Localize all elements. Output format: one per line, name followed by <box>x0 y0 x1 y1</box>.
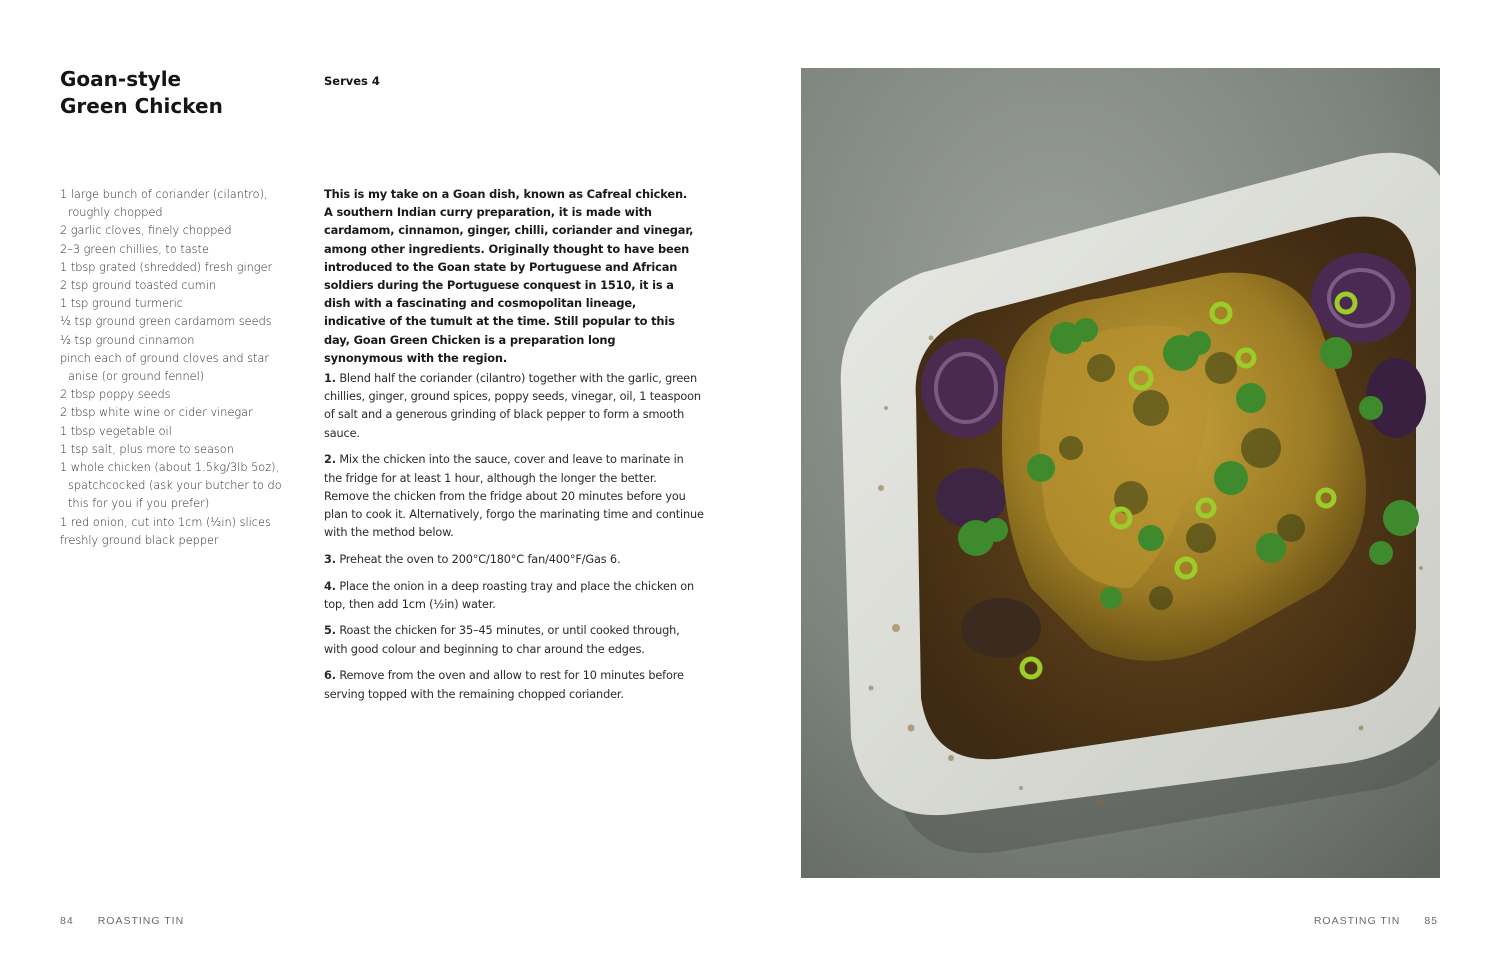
method-step <box>324 551 704 569</box>
right-running-head: ROASTING TIN <box>1313 915 1401 927</box>
roast-chicken-illustration <box>801 68 1440 878</box>
method-step <box>324 667 704 703</box>
step-text: Remove from the oven and allow to rest for 10 minutes before serving topped with the remaining chopped coriander. <box>324 669 684 701</box>
ingredient-item: 1 tsp ground turmeric <box>60 297 184 311</box>
method-steps <box>324 370 704 712</box>
left-page-number: 84 <box>60 915 74 927</box>
footer-right <box>1290 915 1438 927</box>
recipe-title-line-2: Green Chicken <box>60 94 223 118</box>
ingredient-item: 1 tbsp grated (shredded) fresh ginger <box>60 260 273 274</box>
right-page-number: 85 <box>1424 915 1438 927</box>
step-number: 3. <box>324 552 336 566</box>
recipe-intro: This is my take on a Goan dish, known as Cafreal chicken. A southern Indian curry preparation, it is made with cardamom, cinnamon, ginger, chilli, coriander and vinegar, among other ingredients. Originally thought to have been introduced to the Goan state by Portuguese and African soldiers during the Portuguese conquest in 1510, it is a dish with a fascinating and cosmopolitan lineage, indicative of the tumult at the time. Still popular to this day, Goan Green Chicken is a preparation long synonymous with the region. <box>324 187 694 365</box>
recipe-title <box>60 66 223 120</box>
recipe-photo <box>801 68 1440 878</box>
step-number: 2. <box>324 453 336 467</box>
step-text: Blend half the coriander (cilantro) together with the garlic, green chillies, ginger, ground spices, poppy seeds, vinegar, oil, 1 teaspoon of salt and a generous grinding of black pepper to form a smooth sauce. <box>324 372 701 440</box>
ingredient-item: 1 tbsp vegetable oil <box>60 424 172 438</box>
ingredient-item: 1 tsp salt, plus more to season <box>60 442 234 456</box>
step-number: 1. <box>324 372 336 385</box>
method-step <box>324 578 704 614</box>
method-step <box>324 451 704 542</box>
serves-label: Serves 4 <box>324 74 380 88</box>
footer-left <box>60 915 208 927</box>
step-number: 5. <box>324 624 336 638</box>
ingredient-item: pinch each of ground cloves and star anise (or ground fennel) <box>60 351 270 384</box>
step-number: 4. <box>324 579 336 593</box>
method-step <box>324 622 704 658</box>
ingredient-item: 2 tbsp poppy seeds <box>60 388 171 402</box>
left-running-head: ROASTING TIN <box>97 915 185 927</box>
ingredient-item: 2 tsp ground toasted cumin <box>60 279 216 293</box>
step-number: 6. <box>324 669 336 683</box>
ingredient-item: ½ tsp ground cinnamon <box>60 333 195 347</box>
ingredient-item: freshly ground black pepper <box>60 533 219 547</box>
method-step <box>324 370 704 443</box>
step-text: Roast the chicken for 35–45 minutes, or until cooked through, with good colour and beginning to char around the edges. <box>324 624 680 656</box>
ingredient-item: ½ tsp ground green cardamom seeds <box>60 315 272 329</box>
ingredient-item: 1 large bunch of coriander (cilantro), roughly chopped <box>60 188 268 220</box>
ingredient-item: 1 red onion, cut into 1cm (½in) slices <box>60 515 271 529</box>
ingredient-item: 2–3 green chillies, to taste <box>60 242 209 256</box>
recipe-title-line-1: Goan-style <box>60 67 182 91</box>
step-text: Preheat the oven to 200°C/180°C fan/400°F/Gas 6. <box>339 552 621 566</box>
step-text: Place the onion in a deep roasting tray and place the chicken on top, then add 1cm (½in) water. <box>324 579 695 611</box>
ingredients-list <box>60 186 300 550</box>
ingredient-item: 1 whole chicken (about 1.5kg/3lb 5oz), spatchcocked (ask your butcher to do this for you if you prefer) <box>60 461 282 511</box>
step-text: Mix the chicken into the sauce, cover and leave to marinate in the fridge for at least 1 hour, although the longer the better. Remove the chicken from the fridge about 20 minutes before you plan to cook it. Alternatively, forgo the marinating time and continue with the method below. <box>324 453 704 540</box>
ingredient-item: 2 garlic cloves, finely chopped <box>60 224 232 238</box>
ingredient-item: 2 tbsp white wine or cider vinegar <box>60 406 253 420</box>
